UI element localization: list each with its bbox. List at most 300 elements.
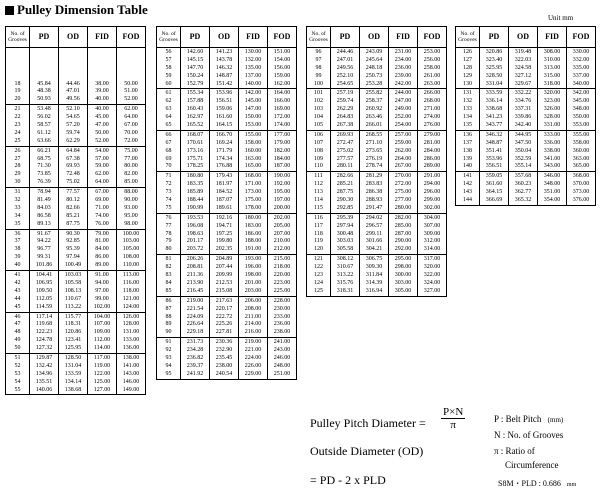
cell-value: 50.00 [124,80,138,87]
cell-fid [389,213,418,254]
cell-fid [239,296,268,337]
cell-value [59,65,87,73]
cell-value: 90 [165,329,172,336]
cell-value: 159.06 [215,106,233,113]
header-grooves: No. of Grooves [157,27,181,48]
cell-value: 70.00 [124,129,138,136]
cell-value: 26 [14,147,21,154]
table-row-group [157,172,297,213]
cell-value: 305.58 [336,246,354,253]
cell-value: 71 [165,173,172,180]
cell-pd [181,296,210,337]
cell-value: 62 [165,98,172,105]
cell-value: 297.94 [336,222,354,229]
cell-value: 59.74 [66,129,80,136]
cell-value: 79 [165,238,172,245]
cell-fod [418,255,447,296]
cell-value: 335.00 [572,64,590,71]
cell-value: 118.31 [64,321,82,328]
cell-fod [268,296,297,337]
cell-value: 91 [165,339,172,346]
cell-value: 113 [314,189,323,196]
cell-value: 331.00 [543,122,561,129]
cell-value: 68 [165,147,172,154]
cell-value: 59.00 [95,163,109,170]
cell-value: 348.00 [572,106,590,113]
cell-value: 315.00 [543,72,561,79]
cell-value: 219.00 [186,297,204,304]
cell-value: 368.00 [572,173,590,180]
cell-value: 355.00 [572,131,590,138]
cell-grooves [456,89,480,130]
cell-value: 35 [14,220,21,227]
cell-fod [418,89,447,130]
cell-value: 299.11 [365,230,383,237]
cell-value: 184.52 [215,189,233,196]
cell-pd [181,255,210,296]
cell-value: 289.00 [423,163,441,170]
cell-value: 126 [463,49,472,55]
cell-value: 291.47 [365,204,383,211]
cell-value: 103.03 [64,272,82,279]
cell-value: 164.00 [273,90,291,97]
cell-value: 135.51 [35,378,53,385]
cell-grooves [157,172,181,213]
cell-value: 97.94 [66,254,80,261]
cell-value: 236.00 [394,64,412,71]
cell-grooves [157,89,181,130]
cell-value: 305.00 [394,287,412,294]
cell-value: 138.68 [64,386,82,393]
cell-value: 67 [165,139,172,146]
cell-fod [268,255,297,296]
table-row-group [6,353,146,394]
cell-value: 30 [14,179,21,186]
cell-od [59,146,88,187]
cell-value: 178.25 [186,163,204,170]
cell-value: 259.74 [336,98,354,105]
cell-value: 184.00 [273,155,291,162]
table-header-row [307,27,447,48]
header-fid: FID [88,27,117,48]
cell-value: 116 [314,214,323,221]
cell-value: 332.22 [514,90,532,97]
cell-fod [117,229,146,270]
table-header-row [456,27,596,48]
cell-value: 99 [315,72,322,79]
cell-value: 183.35 [186,181,204,188]
cell-value: 306.75 [365,256,383,263]
cell-value: 29 [14,171,21,178]
cell-value: 249.56 [336,64,354,71]
cell-value: 150.00 [244,114,262,121]
cell-value: 169.00 [273,106,291,113]
cell-value: 223.00 [273,279,291,286]
cell-value: 162.97 [186,114,204,121]
cell-value: 346.00 [543,173,561,180]
cell-value: 122.23 [35,329,53,336]
cell-value: 199.80 [215,238,233,245]
cell-fid [239,255,268,296]
legend-belt-pitch-text: P : Belt Pitch [494,414,542,424]
cell-value: 220.00 [273,272,291,279]
cell-value: 22 [14,114,21,121]
table-row-group [456,48,596,89]
cell-value [30,65,58,73]
cell-value: 216.45 [186,287,204,294]
cell-value: 105.00 [122,246,140,253]
cell-pd [181,213,210,254]
cell-value [30,57,58,65]
cell-value: 279.00 [423,131,441,138]
legend-s8m-unit: mm [566,482,577,488]
cell-value: 292.00 [394,246,412,253]
cell-value: 45.00 [95,114,109,121]
cell-value: 350.04 [514,147,532,154]
cell-value: 287.75 [336,189,354,196]
header-fod: FOD [418,27,447,48]
cell-value: 25 [14,137,21,144]
cell-value: 75.02 [66,179,80,186]
header-grooves: No. of Grooves [307,27,331,48]
cell-value: 303.00 [394,279,412,286]
cell-grooves [6,353,30,394]
cell-value: 252.00 [394,114,412,121]
cell-value: 146.32 [215,64,233,71]
cell-value: 124.78 [35,337,53,344]
cell-fod [418,130,447,171]
cell-value: 128.00 [122,321,140,328]
cell-value: 50.93 [37,96,51,103]
cell-value: 314.00 [423,246,441,253]
cell-value: 73 [165,189,172,196]
dimension-table-2 [156,26,297,380]
cell-value: 255.82 [365,90,383,97]
cell-fod [117,146,146,187]
cell-value: 45.84 [37,80,51,87]
cell-value: 100.00 [122,230,140,237]
cell-value: 106 [314,131,323,138]
cell-value: 43 [14,287,21,294]
cell-value: 346.32 [485,131,503,138]
cell-value: 165.00 [244,163,262,170]
cell-value: 218.00 [273,264,291,271]
cell-value: 20 [14,96,21,103]
cell-value: 77.57 [66,189,80,196]
cell-grooves [307,213,331,254]
cell-value: 308.00 [543,49,561,55]
table-row-group [307,213,447,254]
cell-value: 268.55 [365,131,383,138]
table-row-group [157,338,297,379]
cell-od [210,48,239,89]
cell-value: 355.14 [514,163,532,170]
cell-value: 277.57 [336,155,354,162]
cell-fid [389,130,418,171]
cell-value: 230.36 [215,339,233,346]
cell-fid [239,338,268,379]
cell-fid [239,48,268,89]
cell-value: 51.00 [124,88,138,95]
cell-value: 106.95 [35,279,53,286]
cell-value: 154.00 [273,56,291,63]
cell-value: 201.17 [186,238,204,245]
table-row-group [157,130,297,171]
cell-grooves [157,296,181,337]
cell-grooves [157,48,181,89]
cell-value: 373.00 [572,189,590,196]
cell-value: 82.66 [66,204,80,211]
cell-value: 243.09 [365,49,383,55]
cell-value: 334.76 [514,98,532,105]
cell-pd [30,188,59,229]
cell-value: 198.00 [244,272,262,279]
cell-grooves [307,89,331,130]
cell-od [210,172,239,213]
cell-value: 109.50 [35,287,53,294]
cell-value: 207.44 [215,264,233,271]
cell-value: 298.00 [394,264,412,271]
cell-value: 196.08 [186,222,204,229]
table-row-group [157,89,297,130]
cell-value: 81 [165,256,172,263]
cell-value: 99.31 [37,254,51,261]
cell-value: 31 [14,189,21,196]
cell-value: 253.00 [423,49,441,55]
cell-value: 72.00 [124,137,138,144]
cell-value: 357.68 [514,173,532,180]
cell-value: 147.00 [244,106,262,113]
cell-value: 109.00 [93,329,111,336]
cell-fod [268,89,297,130]
cell-fid [239,213,268,254]
cell-value [88,73,116,81]
cell-value: 120 [314,246,323,253]
cell-value: 180.00 [244,214,262,221]
cell-value: 23 [14,122,21,129]
cell-value: 196.00 [244,264,262,271]
cell-value: 126.00 [122,313,140,320]
cell-fod [117,48,146,105]
cell-value: 63.66 [37,137,51,144]
cell-value: 160.00 [244,147,262,154]
cell-value: 105.58 [64,279,82,286]
cell-value: 92 [165,347,172,354]
cell-grooves [157,130,181,171]
cell-value: 203.72 [186,246,204,253]
cell-fid [88,271,117,312]
cell-value: 250.73 [365,72,383,79]
cell-value: 294.00 [423,181,441,188]
cell-od [210,89,239,130]
cell-value: 200.00 [273,204,291,211]
cell-value: 197.00 [273,197,291,204]
cell-value: 317.00 [423,256,441,263]
cell-fod [268,338,297,379]
cell-pd [30,312,59,353]
cell-value: 44 [14,295,21,302]
cell-value: 166.70 [215,131,233,138]
cell-value: 310.67 [336,264,354,271]
cell-value: 71.00 [95,204,109,211]
cell-value: 299.00 [423,197,441,204]
cell-value: 239.37 [186,362,204,369]
cell-value: 267.00 [394,163,412,170]
cell-value: 135 [463,122,472,129]
cell-fid [538,130,567,171]
cell-value: 332.00 [572,56,590,63]
cell-value: 309.30 [365,264,383,271]
cell-grooves [456,130,480,171]
header-pd: PD [331,27,360,48]
cell-value: 134.14 [64,378,82,385]
cell-value: 128 [463,64,472,71]
table-row-group [6,312,146,353]
cell-value: 155.00 [244,131,262,138]
cell-value: 243.00 [273,347,291,354]
cell-pd [30,105,59,146]
cell-value: 235.45 [215,354,233,361]
cell-value: 128.50 [64,354,82,361]
cell-fod [418,172,447,213]
cell-value: 304.21 [365,246,383,253]
pitch-denominator: π [450,419,456,431]
cell-pd [331,89,360,130]
cell-value: 136 [463,131,472,138]
cell-fod [567,89,596,130]
cell-value: 91.00 [95,272,109,279]
cell-value: 93 [165,354,172,361]
cell-value: 45 [14,303,21,310]
cell-value: 89.00 [95,262,109,269]
cell-value: 330.00 [572,49,590,55]
cell-value: 224.00 [244,354,262,361]
cell-value: 162.00 [273,80,291,87]
cell-value: 179.00 [273,139,291,146]
cell-value: 112 [314,181,323,188]
legend-belt-pitch [494,414,563,424]
cell-value: 66 [165,131,172,138]
cell-value: 263.00 [423,80,441,87]
cell-value: 271.10 [365,139,383,146]
cell-value: 99.00 [95,295,109,302]
cell-value: 266.00 [423,90,441,97]
cell-value: 286.38 [365,189,383,196]
cell-value: 122 [314,264,323,271]
cell-value: 320.00 [543,90,561,97]
cell-value: 89 [165,321,172,328]
table-row-group [157,255,297,296]
cell-value: 236.82 [186,354,204,361]
cell-pd [30,229,59,270]
cell-value: 294.02 [365,214,383,221]
table-header-row [157,27,297,48]
cell-value: 213.90 [186,279,204,286]
cell-fod [567,130,596,171]
cell-value: 140.06 [35,386,53,393]
cell-value: 104.00 [93,313,111,320]
cell-value: 271.00 [423,106,441,113]
cell-od [210,338,239,379]
cell-value: 241.00 [273,339,291,346]
cell-value: 286.00 [423,155,441,162]
cell-value: 143.00 [122,370,140,377]
cell-value: 80 [165,246,172,253]
cell-value: 175.00 [244,197,262,204]
cell-value: 240.54 [215,370,233,377]
cell-value: 295.00 [394,256,412,263]
cell-value: 288.93 [365,197,383,204]
cell-value: 117.14 [35,313,53,320]
cell-grooves [456,48,480,89]
cell-value: 328.00 [543,114,561,121]
cell-value: 109 [314,155,323,162]
cell-value: 192.00 [273,181,291,188]
cell-value: 74.00 [95,212,109,219]
cell-value: 18 [14,80,21,87]
cell-value: 328.50 [485,72,503,79]
cell-value: 56.02 [37,114,51,121]
cell-value: 52 [14,362,21,369]
cell-fid [389,89,418,130]
cell-value: 57.20 [66,122,80,129]
header-fid: FID [389,27,418,48]
cell-value: 364.15 [485,189,503,196]
cell-value: 49 [14,337,21,344]
cell-fod [117,188,146,229]
cell-value: 238.00 [215,362,233,369]
cell-fid [389,48,418,89]
cell-value: 209.99 [215,272,233,279]
cell-value: 296.57 [365,222,383,229]
cell-value: 92.85 [66,238,80,245]
cell-value: 216.00 [244,329,262,336]
cell-fid [389,255,418,296]
cell-value: 59 [165,72,172,79]
header-od: OD [210,27,239,48]
cell-grooves [157,255,181,296]
cell-value: 205.00 [273,222,291,229]
cell-value: 40 [14,262,21,269]
cell-value: 376.00 [572,197,590,204]
cell-value: 100.49 [64,262,82,269]
cell-od [59,271,88,312]
cell-value: 338.00 [543,147,561,154]
cell-value: 102.00 [93,303,111,310]
cell-value: 40.00 [95,106,109,113]
cell-value: 281.29 [365,173,383,180]
cell-value: 93.00 [124,204,138,211]
table-row-group [456,130,596,171]
cell-value: 188.00 [244,238,262,245]
cell-value: 195.00 [273,189,291,196]
cell-value: 341.00 [543,155,561,162]
cell-value: 110.00 [122,262,140,269]
cell-fod [268,48,297,89]
cell-value: 191.00 [244,246,262,253]
cell-od [360,172,389,213]
cell-value: 300.00 [394,272,412,279]
cell-value: 85.00 [124,179,138,186]
cell-value: 117 [314,222,323,229]
cell-value: 104.41 [35,272,53,279]
cell-od [59,48,88,105]
cell-value [117,57,145,65]
cell-value: 69 [165,155,172,162]
cell-value: 55 [14,386,21,393]
cell-value: 64.84 [66,147,80,154]
cell-value: 50 [14,345,21,352]
